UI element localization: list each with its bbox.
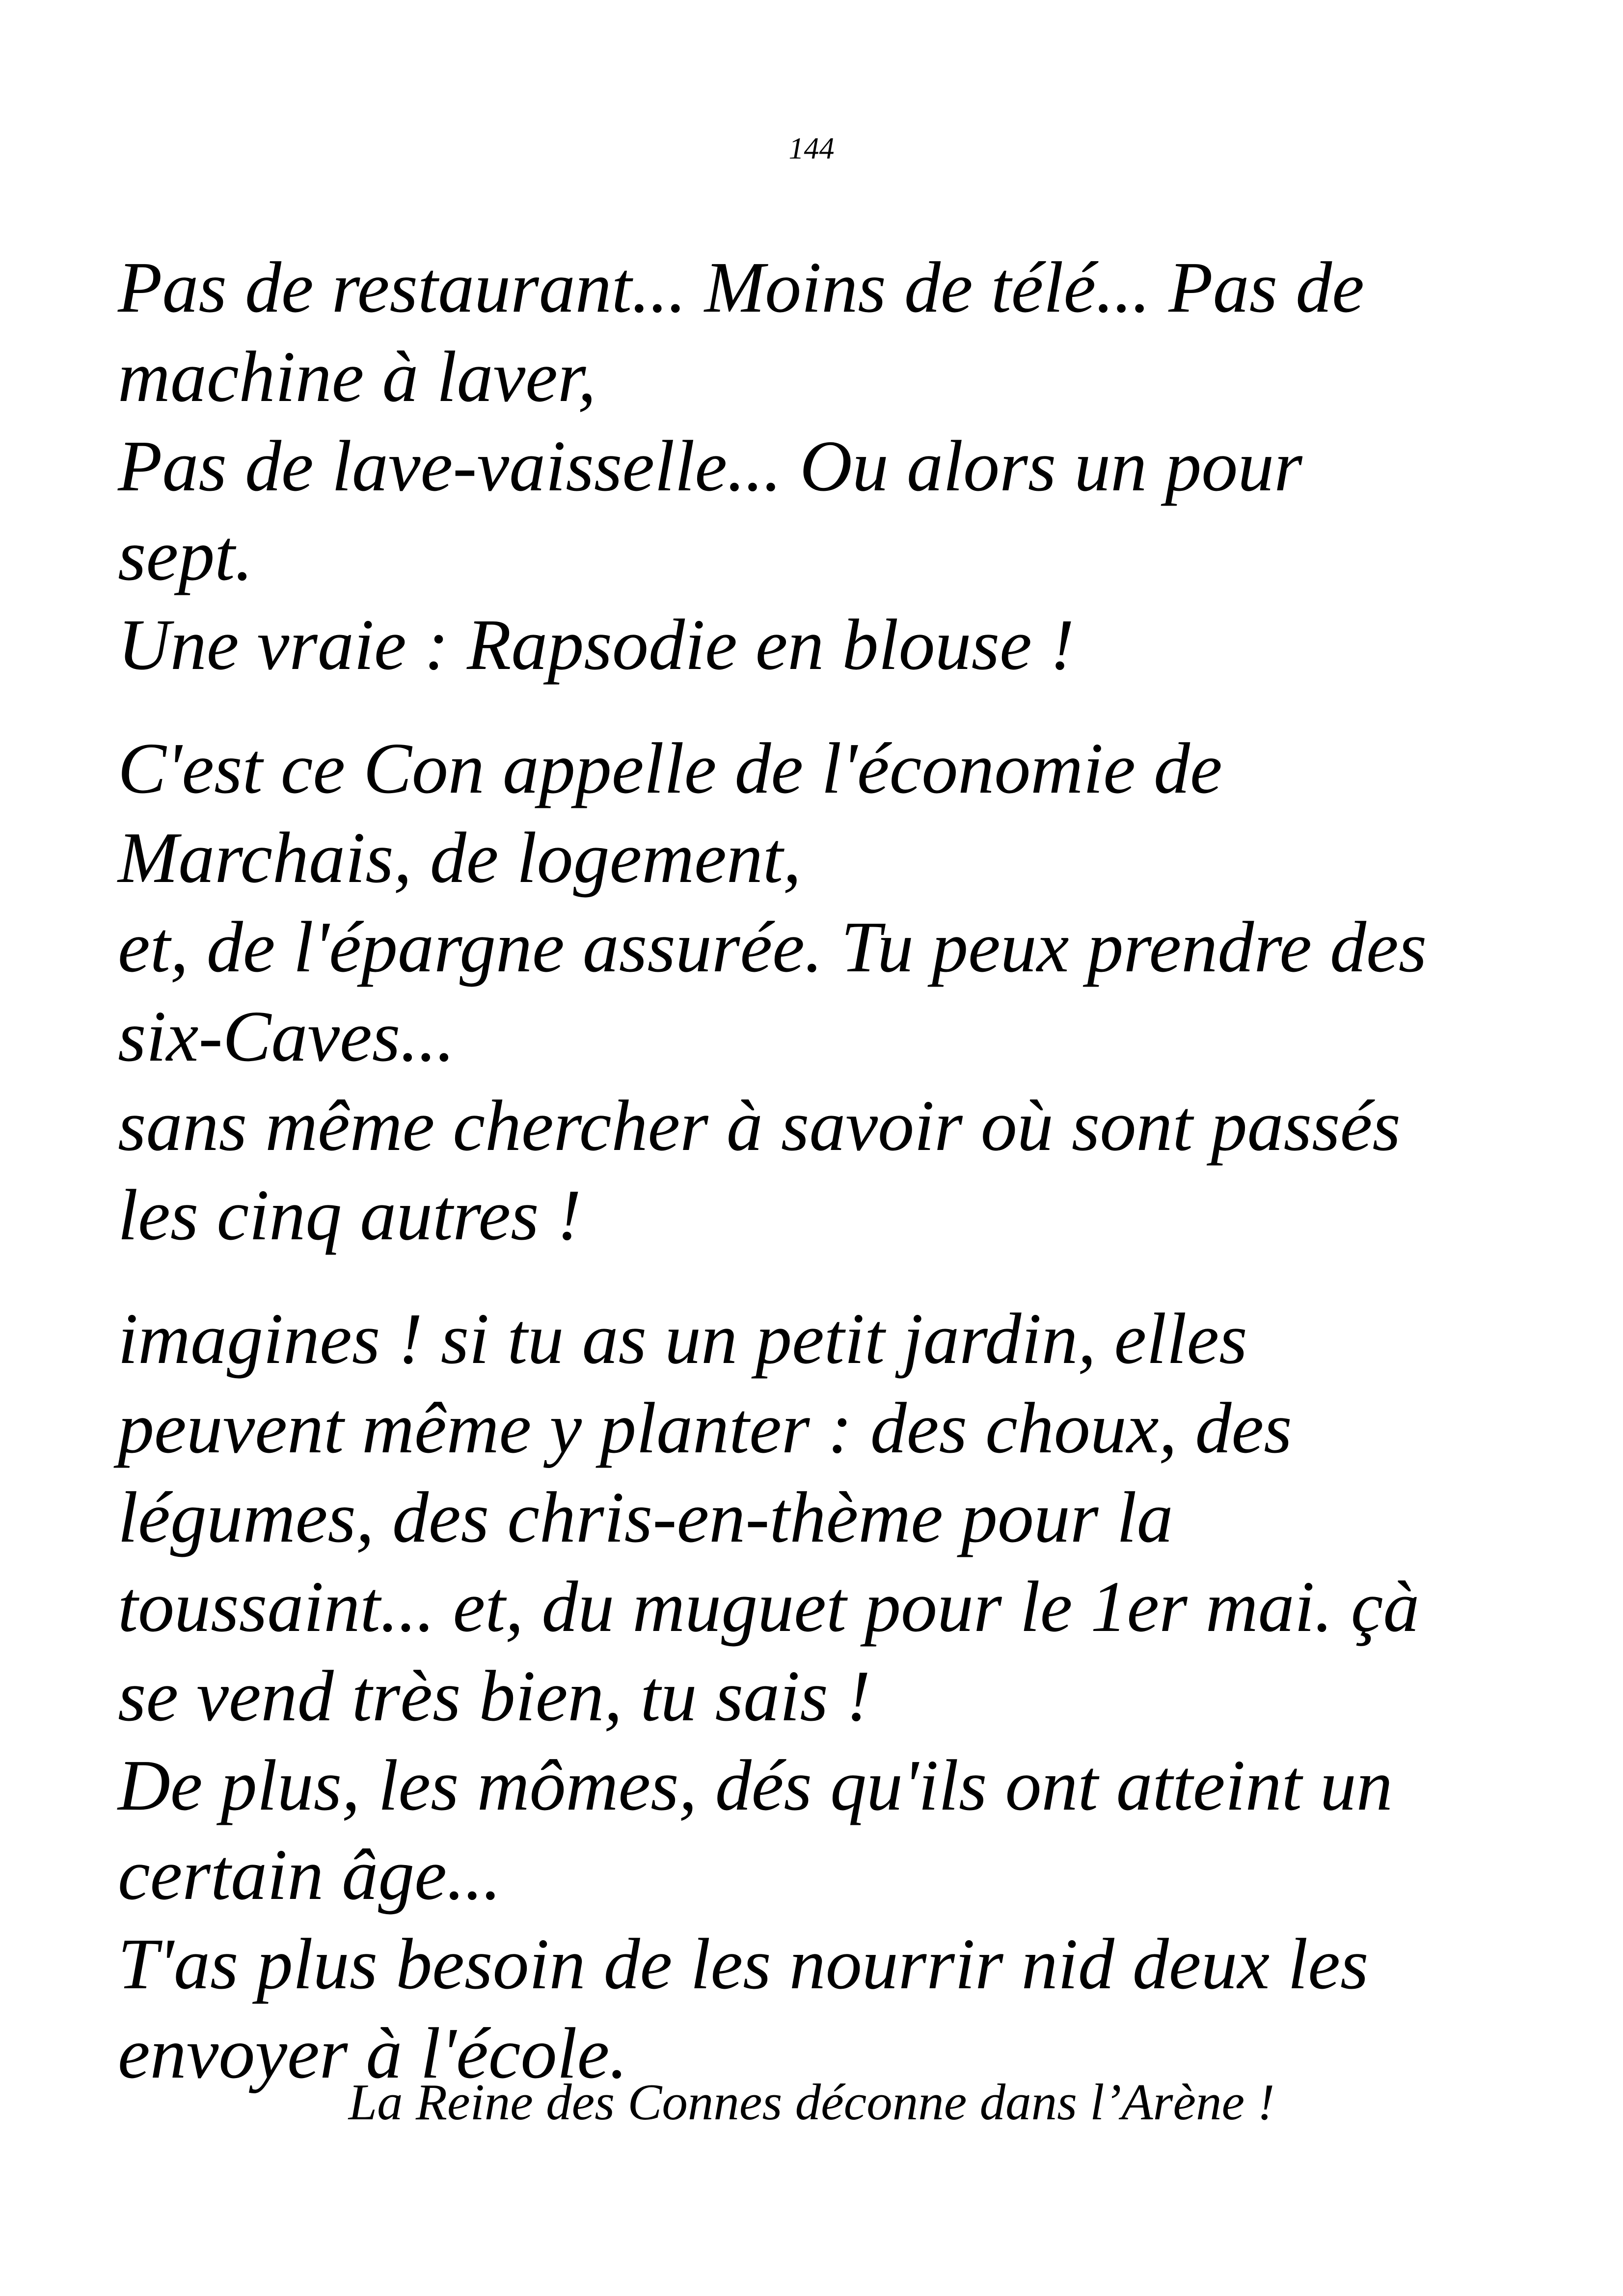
stanza-2: [118, 724, 1542, 1260]
poem-line: De plus, les mômes, dés qu'ils ont atteint un: [118, 1745, 1393, 1826]
stanza-1: [118, 243, 1542, 690]
book-title-footer: La Reine des Connes déconne dans l’Arène !: [348, 2073, 1275, 2131]
poem-line: imagines ! si tu as un petit jardin, elles: [118, 1299, 1247, 1379]
poem-body: [118, 243, 1542, 2098]
poem-line: Marchais, de logement,: [118, 818, 801, 898]
poem-line: six-Caves...: [118, 996, 455, 1077]
poem-line: peuvent même y planter : des choux, des: [118, 1388, 1292, 1468]
poem-line: envoyer à l'école.: [118, 2013, 628, 2094]
poem-line: machine à laver,: [118, 337, 596, 417]
poem-line: légumes, des chris-en-thème pour la: [118, 1477, 1173, 1558]
poem-line: et, de l'épargne assurée. Tu peux prendre des: [118, 907, 1427, 988]
poem-line: certain âge...: [118, 1835, 501, 1915]
poem-line: C'est ce Con appelle de l'économie de: [118, 728, 1222, 809]
poem-line: toussaint... et, du muguet pour le 1er mai. çà: [118, 1567, 1420, 1647]
poem-line: T'as plus besoin de les nourrir nid deux les: [118, 1924, 1369, 2004]
poem-line: se vend très bien, tu sais !: [118, 1656, 871, 1736]
poem-line: Pas de lave-vaisselle... Ou alors un pour: [118, 426, 1302, 507]
poem-line: sept.: [118, 515, 253, 596]
poem-line: les cinq autres !: [118, 1175, 582, 1255]
poem-line: Une vraie : Rapsodie en blouse !: [118, 605, 1075, 685]
poem-line: Pas de restaurant... Moins de télé... Pas de: [118, 247, 1364, 328]
poem-line: sans même chercher à savoir où sont passés: [118, 1086, 1401, 1166]
stanza-3: [118, 1294, 1542, 2098]
page-number: 144: [788, 132, 835, 165]
